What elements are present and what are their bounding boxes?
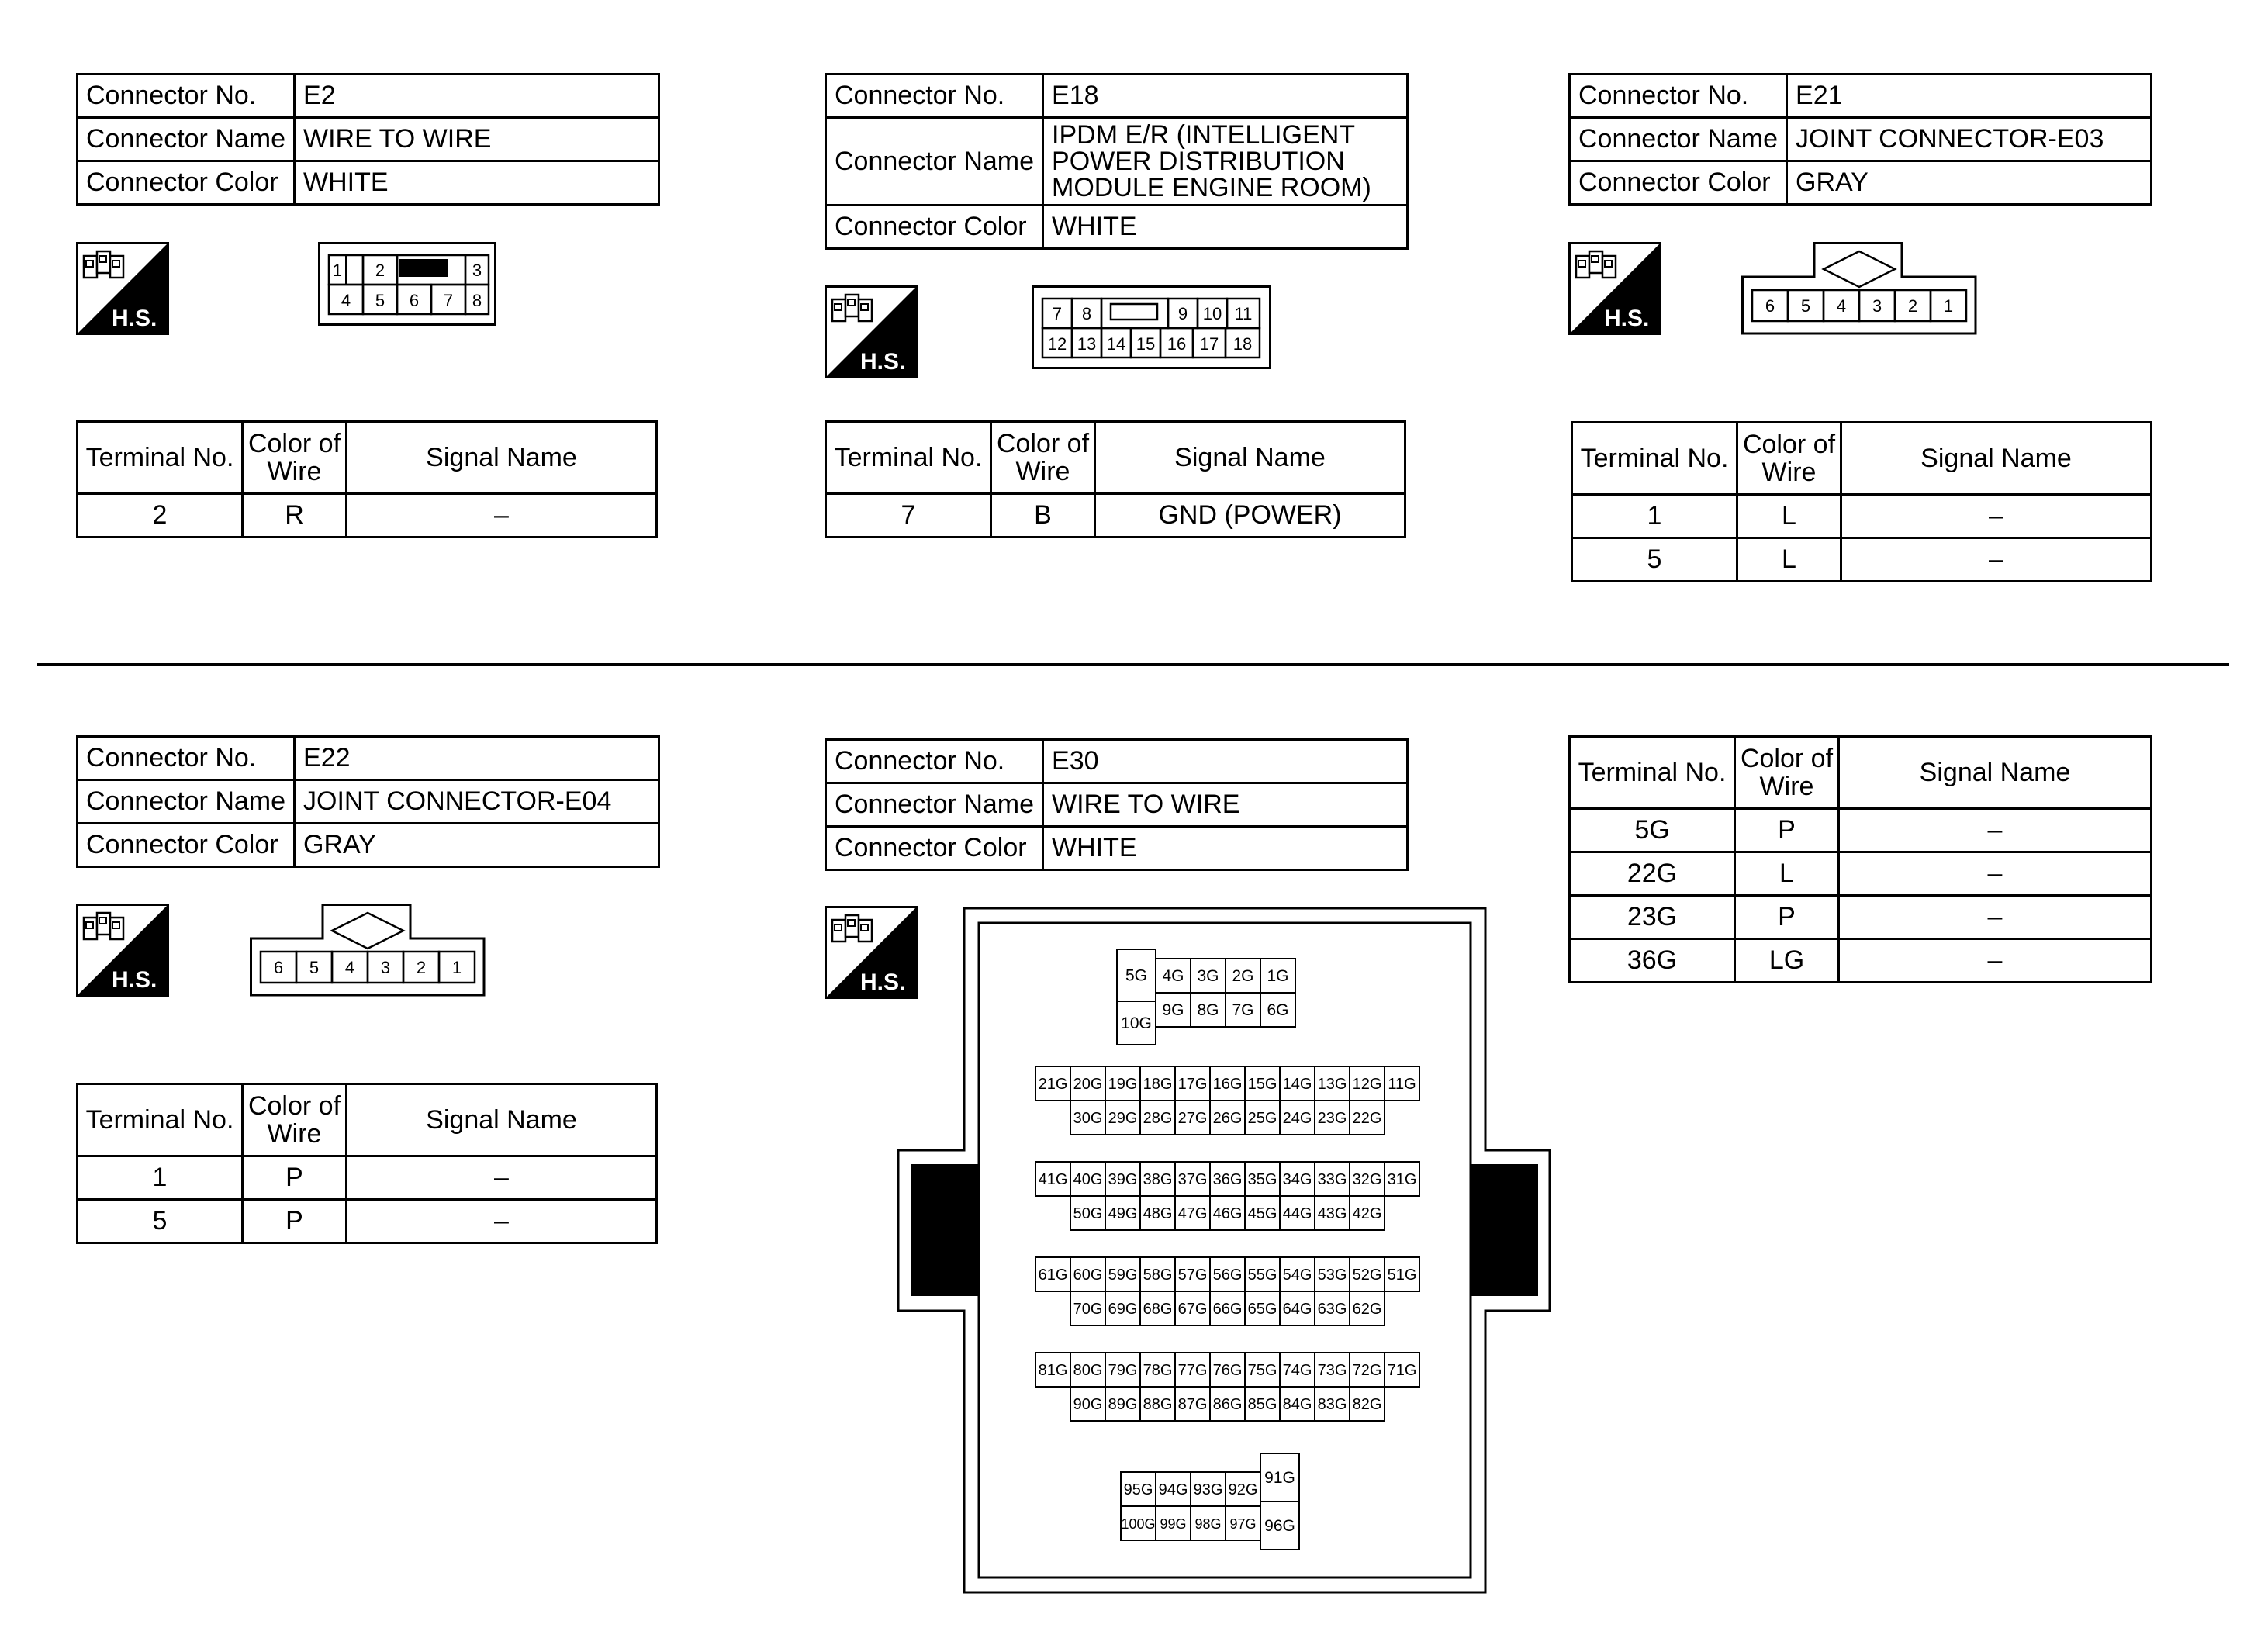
pin-label: 75G — [1247, 1362, 1277, 1379]
lock-tab — [1471, 1164, 1538, 1296]
e2-terminal-table — [76, 420, 658, 538]
pin-label: 88G — [1143, 1396, 1173, 1413]
info-row — [78, 824, 659, 867]
pin-label: 95G — [1123, 1481, 1153, 1498]
pin-label: 6 — [273, 958, 284, 977]
wire-color: P — [1735, 896, 1839, 939]
info-label: Connector No. — [78, 74, 295, 118]
pin-label: 6 — [1765, 296, 1775, 316]
pin-label: 64G — [1282, 1301, 1312, 1318]
table-row — [1570, 939, 2152, 983]
hs-label: H.S. — [112, 967, 157, 993]
pin-label: 45G — [1247, 1205, 1277, 1222]
terminal-no: 23G — [1570, 896, 1735, 939]
pin-label: 10 — [1202, 304, 1222, 323]
pin-label: 17 — [1199, 334, 1219, 354]
pin-label: 60G — [1073, 1267, 1103, 1284]
pin-label: 79G — [1108, 1362, 1138, 1379]
info-label: Connector Color — [826, 206, 1043, 249]
pin-label: 2 — [375, 261, 385, 280]
wire-color: P — [1735, 809, 1839, 852]
info-value: WIRE TO WIRE — [295, 118, 659, 161]
info-value: GRAY — [1787, 161, 2152, 205]
pin-label: 15 — [1136, 334, 1156, 354]
info-row — [1570, 118, 2152, 161]
pin-label: 73G — [1317, 1362, 1347, 1379]
pin-label: 54G — [1282, 1267, 1312, 1284]
pin-label: 80G — [1073, 1362, 1103, 1379]
pin-label: 24G — [1282, 1110, 1312, 1127]
pin-label: 98G — [1194, 1516, 1222, 1532]
info-value: GRAY — [295, 824, 659, 867]
pin-label: 3 — [1872, 296, 1882, 316]
hs-badge — [1568, 242, 1661, 335]
table-row — [78, 1200, 657, 1243]
info-row — [826, 74, 1408, 118]
pin-label: 85G — [1247, 1396, 1277, 1413]
pin-label: 5G — [1125, 966, 1148, 985]
e30-connector-info — [825, 738, 1409, 871]
hs-label: H.S. — [860, 349, 906, 375]
color-header: Color of Wire — [991, 422, 1095, 494]
pin-label: 46G — [1212, 1205, 1243, 1222]
info-value: JOINT CONNECTOR-E03 — [1787, 118, 2152, 161]
pin-label: 100G — [1121, 1516, 1156, 1532]
color-header: Color of Wire — [1737, 423, 1841, 495]
table-row — [826, 494, 1405, 537]
e30-terminal-table — [1568, 735, 2152, 983]
pin-label: 59G — [1108, 1267, 1138, 1284]
pin-label: 6G — [1267, 1001, 1289, 1019]
pin-label: 6 — [409, 291, 420, 310]
terminal-no: 1 — [1572, 495, 1737, 538]
table-row — [78, 1156, 657, 1200]
pin-label: 50G — [1073, 1205, 1103, 1222]
hs-label: H.S. — [112, 306, 157, 331]
info-value: E22 — [295, 737, 659, 780]
pin-label: 11 — [1234, 304, 1253, 323]
pin-label: 62G — [1352, 1301, 1382, 1318]
pin-label: 13G — [1317, 1076, 1347, 1093]
info-value: WIRE TO WIRE — [1043, 783, 1408, 827]
pin-label: 57G — [1177, 1267, 1208, 1284]
pin-label: 43G — [1317, 1205, 1347, 1222]
pin-label: 70G — [1073, 1301, 1103, 1318]
pin-label: 1 — [451, 958, 462, 977]
info-value: E21 — [1787, 74, 2152, 118]
pin-label: 42G — [1352, 1205, 1382, 1222]
pin-label: 48G — [1143, 1205, 1173, 1222]
table-row — [1570, 896, 2152, 939]
pin-label: 2G — [1232, 967, 1254, 985]
terminal-no: 7 — [826, 494, 991, 537]
e2-connector-info — [76, 73, 660, 206]
pin-label: 13 — [1077, 334, 1097, 354]
info-row — [826, 783, 1408, 827]
signal-header: Signal Name — [1095, 422, 1405, 494]
pin-label: 5 — [375, 291, 385, 310]
info-row — [1570, 161, 2152, 205]
terminal-no: 22G — [1570, 852, 1735, 896]
table-row — [78, 494, 657, 537]
pin-label: 68G — [1143, 1301, 1173, 1318]
signal-name: – — [1839, 896, 2152, 939]
pin-label: 22G — [1352, 1110, 1382, 1127]
table-row — [1570, 809, 2152, 852]
pin-label: 72G — [1352, 1362, 1382, 1379]
pin-label: 30G — [1073, 1110, 1103, 1127]
pin-label: 87G — [1177, 1396, 1208, 1413]
pin-label: 86G — [1212, 1396, 1243, 1413]
info-label: Connector Color — [1570, 161, 1787, 205]
info-row — [78, 161, 659, 205]
info-row — [78, 737, 659, 780]
pin-label: 4 — [341, 291, 351, 310]
e2-connector-face — [318, 242, 500, 327]
table-header — [1572, 423, 2152, 495]
pin-label: 29G — [1108, 1110, 1138, 1127]
wire-color: P — [243, 1156, 347, 1200]
signal-name: – — [347, 1156, 657, 1200]
pin-label: 77G — [1177, 1362, 1208, 1379]
pin-label: 20G — [1073, 1076, 1103, 1093]
pin-label: 19G — [1108, 1076, 1138, 1093]
wire-color: L — [1737, 538, 1841, 582]
e18-connector-info — [825, 73, 1409, 250]
harness-side-icon — [1568, 242, 1661, 335]
table-row — [1570, 852, 2152, 896]
signal-header: Signal Name — [1839, 737, 2152, 809]
signal-name: – — [1841, 538, 2152, 582]
color-header: Color of Wire — [1735, 737, 1839, 809]
pin-label: 51G — [1387, 1267, 1417, 1284]
e22-connector-info — [76, 735, 660, 868]
pin-label: 17G — [1177, 1076, 1208, 1093]
pin-label: 1 — [1943, 296, 1954, 316]
info-row — [1570, 74, 2152, 118]
pin-label: 11G — [1388, 1076, 1416, 1093]
info-label: Connector Name — [1570, 118, 1787, 161]
signal-name: – — [1839, 852, 2152, 896]
pin-label: 4G — [1162, 967, 1184, 985]
pin-label: 2 — [416, 958, 427, 977]
info-value: WHITE — [1043, 206, 1408, 249]
table-header — [826, 422, 1405, 494]
pin-label: 16G — [1212, 1076, 1243, 1093]
wire-color: R — [243, 494, 347, 537]
pin-label: 69G — [1108, 1301, 1138, 1318]
lock-tab — [911, 1164, 978, 1296]
pin-label: 9G — [1162, 1001, 1184, 1019]
pin-label: 12 — [1047, 334, 1067, 354]
pin-label: 3G — [1197, 967, 1219, 985]
pin-label: 14 — [1106, 334, 1126, 354]
wire-color: LG — [1735, 939, 1839, 983]
info-value: E30 — [1043, 740, 1408, 783]
pin-label: 25G — [1247, 1110, 1277, 1127]
pin-label: 7G — [1232, 1001, 1254, 1019]
pin-label: 9 — [1177, 304, 1188, 323]
pin-label: 8 — [472, 291, 482, 310]
terminal-header: Terminal No. — [78, 1084, 243, 1156]
pin-label: 99G — [1160, 1516, 1187, 1532]
pin-label: 66G — [1212, 1301, 1243, 1318]
info-label: Connector Name — [826, 783, 1043, 827]
hs-label: H.S. — [1604, 306, 1650, 331]
e22-terminal-table — [76, 1083, 658, 1244]
pin-label: 65G — [1247, 1301, 1277, 1318]
pin-label: 92G — [1228, 1481, 1258, 1498]
hs-badge — [76, 242, 169, 335]
terminal-no: 5G — [1570, 809, 1735, 852]
pin-label: 31G — [1387, 1171, 1417, 1188]
signal-name: – — [1839, 809, 2152, 852]
color-header: Color of Wire — [243, 422, 347, 494]
info-row — [826, 118, 1408, 206]
terminal-header: Terminal No. — [1570, 737, 1735, 809]
pin-label: 47G — [1177, 1205, 1208, 1222]
pin-label: 10G — [1121, 1014, 1152, 1032]
pin-label: 18 — [1232, 334, 1253, 354]
pin-label: 4 — [1836, 296, 1847, 316]
pin-label: 58G — [1143, 1267, 1173, 1284]
color-header: Color of Wire — [243, 1084, 347, 1156]
info-row — [78, 780, 659, 824]
pin-label: 34G — [1282, 1171, 1312, 1188]
pin-label: 12G — [1352, 1076, 1382, 1093]
pin-label: 78G — [1143, 1362, 1173, 1379]
pin-label: 96G — [1264, 1517, 1295, 1535]
info-label: Connector No. — [826, 740, 1043, 783]
pin-label: 33G — [1317, 1171, 1347, 1188]
pin-label: 35G — [1247, 1171, 1277, 1188]
hs-badge — [825, 285, 918, 378]
terminal-no: 5 — [78, 1200, 243, 1243]
pin-label: 52G — [1352, 1267, 1382, 1284]
e18-connector-face — [1032, 285, 1274, 371]
signal-header: Signal Name — [347, 1084, 657, 1156]
pin-label: 28G — [1143, 1110, 1173, 1127]
terminal-no: 5 — [1572, 538, 1737, 582]
info-row — [78, 74, 659, 118]
terminal-no: 36G — [1570, 939, 1735, 983]
pin-label: 36G — [1212, 1171, 1243, 1188]
info-value: WHITE — [295, 161, 659, 205]
pin-label: 41G — [1038, 1171, 1068, 1188]
terminal-header: Terminal No. — [78, 422, 243, 494]
info-label: Connector No. — [826, 74, 1043, 118]
hs-badge — [76, 904, 169, 997]
pin-label: 81G — [1038, 1362, 1068, 1379]
pin-label: 14G — [1282, 1076, 1312, 1093]
e22-connector-face — [250, 904, 486, 997]
pin-label: 89G — [1108, 1396, 1138, 1413]
pin-label: 94G — [1158, 1481, 1188, 1498]
info-label: Connector Name — [78, 780, 295, 824]
e30-connector-face — [896, 906, 1555, 1596]
wire-color: B — [991, 494, 1095, 537]
signal-name: GND (POWER) — [1095, 494, 1405, 537]
pin-label: 49G — [1108, 1205, 1138, 1222]
pin-label: 7 — [1052, 304, 1063, 323]
pin-label: 26G — [1212, 1110, 1243, 1127]
e21-terminal-table — [1571, 421, 2152, 582]
info-value: IPDM E/R (INTELLIGENT POWER DISTRIBUTION MODULE ENGINE ROOM) — [1043, 118, 1408, 206]
info-label: Connector No. — [78, 737, 295, 780]
table-header — [78, 422, 657, 494]
info-row — [78, 118, 659, 161]
info-label: Connector Name — [826, 118, 1043, 206]
table-row — [1572, 538, 2152, 582]
key-block — [399, 259, 448, 277]
info-value: E2 — [295, 74, 659, 118]
pin-label: 56G — [1212, 1267, 1243, 1284]
terminal-no: 2 — [78, 494, 243, 537]
pin-label: 37G — [1177, 1171, 1208, 1188]
pin-label: 3 — [472, 261, 482, 280]
signal-name: – — [1839, 939, 2152, 983]
info-row — [826, 206, 1408, 249]
pin-label: 8G — [1197, 1001, 1219, 1019]
pin-label: 18G — [1143, 1076, 1173, 1093]
info-label: Connector Color — [78, 161, 295, 205]
table-header — [1570, 737, 2152, 809]
pin-label: 93G — [1193, 1481, 1223, 1498]
pin-label: 67G — [1177, 1301, 1208, 1318]
harness-side-icon — [76, 904, 169, 997]
pin-label: 3 — [380, 958, 391, 977]
pin-label: 1 — [332, 261, 343, 280]
pin-label: 15G — [1247, 1076, 1277, 1093]
pin-label: 4 — [344, 958, 355, 977]
pin-label: 32G — [1352, 1171, 1382, 1188]
pin-label: 1G — [1267, 967, 1289, 985]
pin-label: 5 — [1800, 296, 1811, 316]
pin-label: 71G — [1387, 1362, 1417, 1379]
table-header — [78, 1084, 657, 1156]
pin-label: 74G — [1282, 1362, 1312, 1379]
signal-name: – — [347, 1200, 657, 1243]
info-value: E18 — [1043, 74, 1408, 118]
signal-header: Signal Name — [347, 422, 657, 494]
info-label: Connector Color — [826, 827, 1043, 870]
pin-label: 27G — [1177, 1110, 1208, 1127]
e21-connector-face — [1741, 242, 1977, 335]
pin-label: 90G — [1073, 1396, 1103, 1413]
info-label: Connector Color — [78, 824, 295, 867]
info-row — [826, 827, 1408, 870]
pin-label: 83G — [1317, 1396, 1347, 1413]
terminal-header: Terminal No. — [1572, 423, 1737, 495]
pin-label: 63G — [1317, 1301, 1347, 1318]
terminal-header: Terminal No. — [826, 422, 991, 494]
pin-label: 23G — [1317, 1110, 1347, 1127]
pin-label: 39G — [1108, 1171, 1138, 1188]
pin-label: 53G — [1317, 1267, 1347, 1284]
pin-label: 55G — [1247, 1267, 1277, 1284]
harness-side-icon — [76, 242, 169, 335]
pin-label: 61G — [1038, 1267, 1068, 1284]
pin-label: 16 — [1167, 334, 1187, 354]
info-value: JOINT CONNECTOR-E04 — [295, 780, 659, 824]
signal-name: – — [347, 494, 657, 537]
e18-terminal-table — [825, 420, 1406, 538]
pin-label: 40G — [1073, 1171, 1103, 1188]
pin-label: 97G — [1229, 1516, 1257, 1532]
pin-label: 44G — [1282, 1205, 1312, 1222]
pin-label: 21G — [1038, 1076, 1068, 1093]
hs-label: H.S. — [860, 969, 906, 995]
pin-label: 5 — [309, 958, 320, 977]
pin-label: 76G — [1212, 1362, 1243, 1379]
pin-label: 38G — [1143, 1171, 1173, 1188]
wire-color: P — [243, 1200, 347, 1243]
pin-label: 91G — [1264, 1469, 1295, 1487]
terminal-no: 1 — [78, 1156, 243, 1200]
pin-label: 82G — [1352, 1396, 1382, 1413]
signal-header: Signal Name — [1841, 423, 2152, 495]
info-label: Connector No. — [1570, 74, 1787, 118]
signal-name: – — [1841, 495, 2152, 538]
e21-connector-info — [1568, 73, 2152, 206]
pin-label: 84G — [1282, 1396, 1312, 1413]
info-row — [826, 740, 1408, 783]
wire-color: L — [1737, 495, 1841, 538]
harness-side-icon — [825, 285, 918, 378]
info-label: Connector Name — [78, 118, 295, 161]
wire-color: L — [1735, 852, 1839, 896]
section-divider — [37, 663, 2229, 666]
pin-label: 2 — [1907, 296, 1918, 316]
info-value: WHITE — [1043, 827, 1408, 870]
pin-label: 7 — [443, 291, 454, 310]
pin-label: 8 — [1081, 304, 1092, 323]
table-row — [1572, 495, 2152, 538]
